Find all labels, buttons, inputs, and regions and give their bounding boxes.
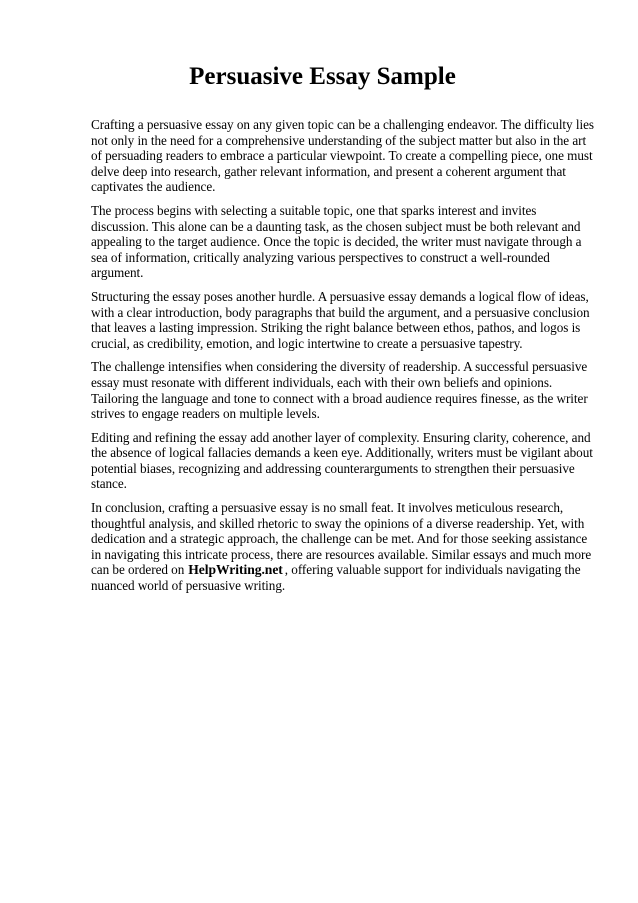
paragraph-4: The challenge intensifies when considering the diversity of readership. A successful persuasive essay must resonate with different individuals, each with their own beliefs and opinions. Tailoring the language and tone to connect with a broad audience requires finesse, as the writer strives to engage readers on multiple levels. [91, 359, 588, 422]
paragraph-conclusion [91, 500, 594, 594]
conclusion-text: In conclusion, crafting a persuasive essay is no small feat. It involves meticulous research, thoughtful analysis, and skilled rhetoric to sway the opinions of a diverse readership. Yet, with dedication and a strategic approach, the challenge can be met. And for those seeking assistance in navigating this intricate process, there are resources available. Similar essays and much more can be ordered on [91, 500, 592, 578]
paragraph-2: The process begins with selecting a suitable topic, one that sparks interest and invites discussion. This alone can be a daunting task, as the chosen subject must be both relevant and appealing to the target audience. Once the topic is decided, the writer must navigate through a sea of information, critically analyzing various perspectives to construct a well-rounded argument. [91, 202, 582, 281]
helpwriting-link[interactable]: HelpWriting.net [188, 562, 283, 578]
paragraph-1: Crafting a persuasive essay on any given topic can be a challenging endeavor. The difficulty lies not only in the need for a comprehensive understanding of the subject matter but also in the art of persuading readers to embrace a particular viewpoint. To create a compelling piece, one must delve deep into research, gather relevant information, and present a coherent argument that captivates the audience. [91, 117, 594, 195]
conclusion-text-end: , offering valuable support for individuals navigating the nuanced world of persuasive writing. [91, 562, 581, 594]
document-title: Persuasive Essay Sample [189, 63, 456, 90]
paragraph-5: Editing and refining the essay add another layer of complexity. Ensuring clarity, coherence, and the absence of logical fallacies demands a keen eye. Additionally, writers must be vigilant about potential biases, recognizing and addressing counterarguments to strengthen their persuasive stance. [91, 429, 593, 492]
paragraph-3: Structuring the essay poses another hurdle. A persuasive essay demands a logical flow of ideas, with a clear introduction, body paragraphs that build the argument, and a persuasive conclusion that leaves a lasting impression. Striking the right balance between ethos, pathos, and logos is crucial, as credibility, emotion, and logic intertwine to create a persuasive tapestry. [91, 288, 590, 351]
